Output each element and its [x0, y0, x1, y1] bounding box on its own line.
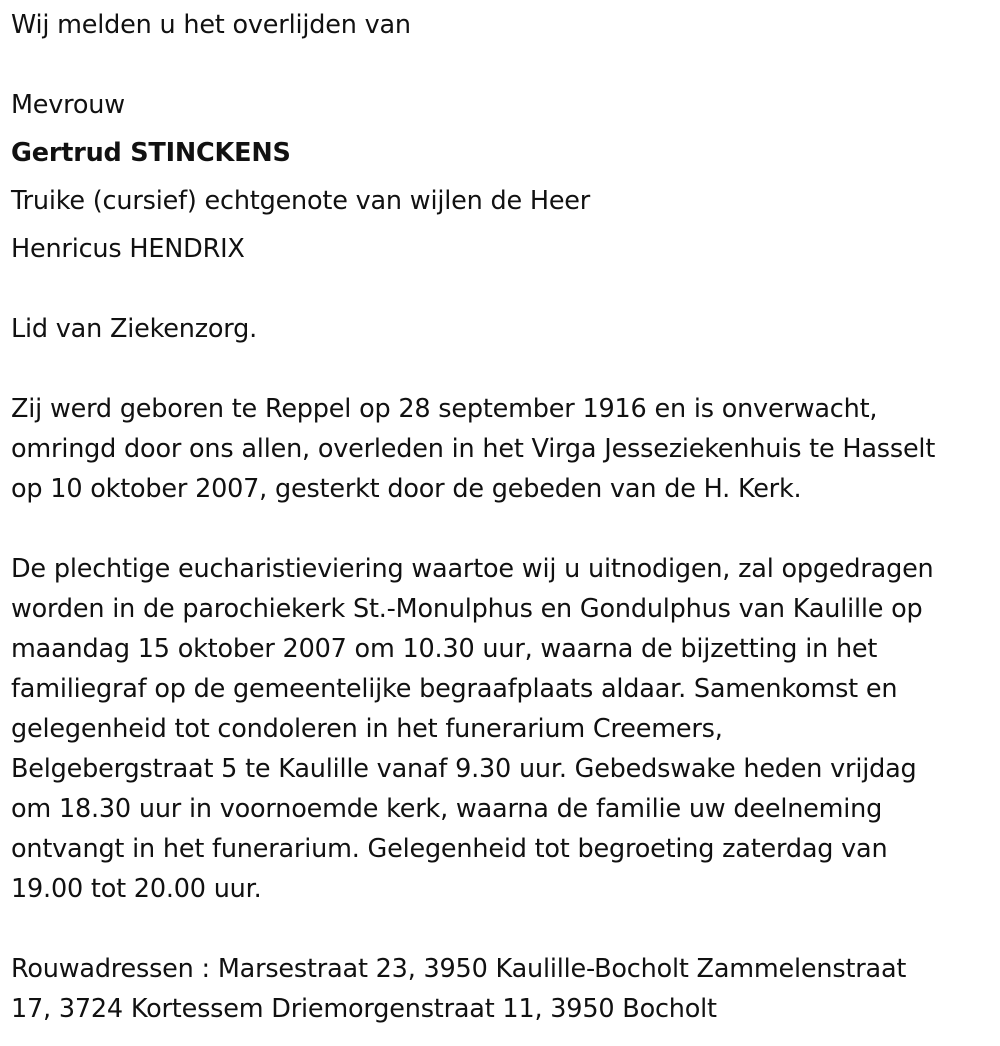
paragraph-line: worden in de parochiekerk St.-Monulphus en Gondulphus van Kaulille op: [11, 594, 923, 624]
deceased-name: Gertrud STINCKENS: [11, 138, 291, 168]
spouse-line-1: Truike (cursief) echtgenote van wijlen de Heer: [11, 186, 591, 216]
paragraph-line: op 10 oktober 2007, gesterkt door de gebeden van de H. Kerk.: [11, 474, 802, 504]
paragraph-line: omringd door ons allen, overleden in het Virga Jesseziekenhuis te Hasselt: [11, 434, 936, 464]
intro-text: Wij melden u het overlijden van: [11, 10, 411, 40]
paragraph-line: Zij werd geboren te Reppel op 28 september 1916 en is onverwacht,: [11, 394, 878, 424]
birth-death-paragraph: [11, 389, 996, 509]
paragraph-line: om 18.30 uur in voornoemde kerk, waarna de familie uw deelneming: [11, 794, 883, 824]
spouse-line-2: Henricus HENDRIX: [11, 234, 245, 264]
paragraph-line: ontvangt in het funerarium. Gelegenheid tot begroeting zaterdag van: [11, 834, 888, 864]
paragraph-line: gelegenheid tot condoleren in het funerarium Creemers,: [11, 714, 723, 744]
paragraph-line: familiegraf op de gemeentelijke begraafplaats aldaar. Samenkomst en: [11, 674, 898, 704]
paragraph-line: De plechtige eucharistieviering waartoe wij u uitnodigen, zal opgedragen: [11, 554, 934, 584]
paragraph-line: maandag 15 oktober 2007 om 10.30 uur, waarna de bijzetting in het: [11, 634, 878, 664]
addresses-paragraph: [11, 949, 996, 1029]
membership-text: Lid van Ziekenzorg.: [11, 314, 258, 344]
address-line: Rouwadressen : Marsestraat 23, 3950 Kaulille-Bocholt Zammelenstraat: [11, 954, 907, 984]
ceremony-paragraph: [11, 549, 996, 909]
paragraph-line: Belgebergstraat 5 te Kaulille vanaf 9.30 uur. Gebedswake heden vrijdag: [11, 754, 917, 784]
paragraph-line: 19.00 tot 20.00 uur.: [11, 874, 262, 904]
address-line: 17, 3724 Kortessem Driemorgenstraat 11, 3950 Bocholt: [11, 994, 717, 1024]
salutation: Mevrouw: [11, 90, 125, 120]
obituary-document: [11, 0, 996, 1029]
